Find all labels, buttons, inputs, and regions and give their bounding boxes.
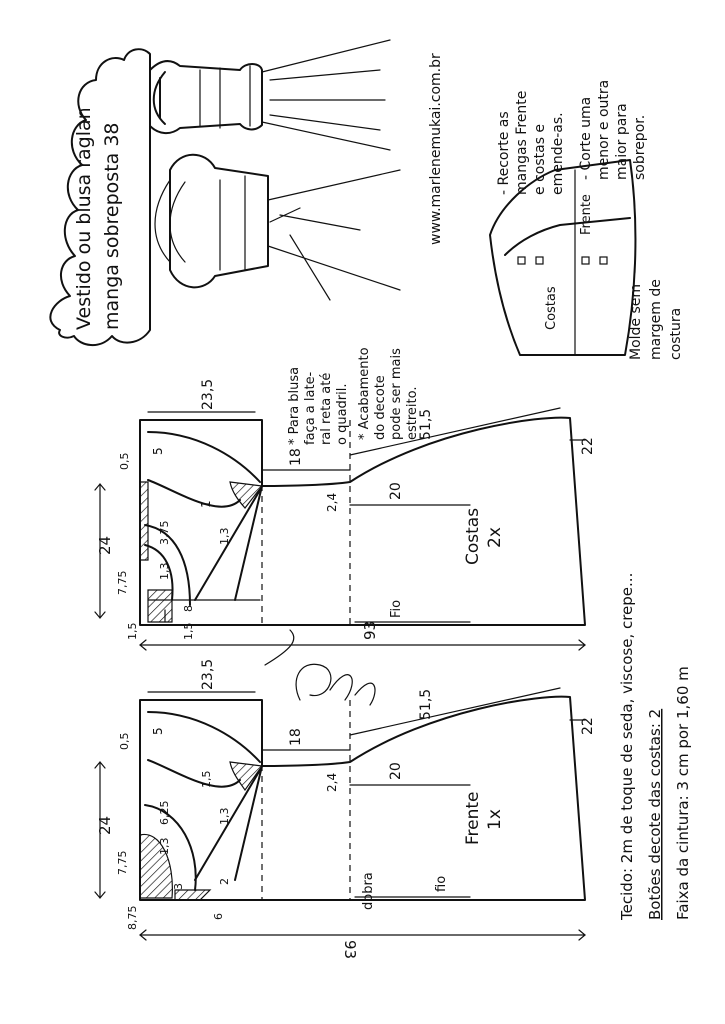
sleeve-note-5: - Corte uma (578, 96, 594, 180)
sleeve-note-8: sobrepor. (632, 114, 648, 180)
back-dim-8: 8 (182, 605, 195, 612)
back-dim-20: 20 (388, 482, 404, 500)
website-credit: www.marlenemukai.com.br (428, 53, 444, 245)
front-grain-label: fio (434, 875, 449, 892)
title-line-1: Vestido ou blusa raglan (73, 107, 95, 330)
front-dim-length: 93 (341, 940, 359, 960)
blouse-note-4: o quadril. (335, 383, 350, 445)
back-dim-515: 51,5 (418, 408, 434, 440)
front-dim-13a: 1,3 (218, 807, 231, 825)
sleeve-front-label: Frente (579, 194, 594, 235)
back-dim-length: 93 (361, 620, 379, 640)
back-dim-18: 18 (288, 448, 304, 466)
signature (265, 630, 375, 705)
back-dim-15b: 1,5 (182, 622, 195, 640)
back-dim-375: 3,75 (158, 520, 171, 545)
back-piece-count: 2x (485, 527, 505, 548)
finish-note-3: pode ser mais (389, 348, 404, 440)
back-dim-15a: 1,5 (126, 622, 139, 640)
back-dim-1: 1 (199, 500, 213, 508)
back-dim-5: 5 (151, 447, 165, 455)
sleeve-note-7: maior para (614, 103, 630, 180)
finish-note-2: do decote (373, 375, 388, 440)
front-dim-22: 22 (580, 717, 596, 735)
sleeve-back-label: Costas (544, 286, 559, 330)
front-dim-width: 24 (96, 815, 114, 835)
blouse-note-3: ral reta até (319, 372, 334, 445)
blouse-note-1: * Para blusa (287, 366, 302, 445)
front-dim-875: 8,75 (126, 905, 139, 930)
front-dim-24b: 2,4 (325, 772, 339, 792)
front-dim-raglan: 23,5 (200, 658, 216, 690)
front-piece-count: 1x (485, 809, 505, 830)
back-dim-775: 7,75 (116, 570, 129, 595)
front-fold-label: dobra (361, 872, 376, 910)
mold-note-1: Molde sem (628, 283, 644, 360)
front-dim-5: 5 (151, 727, 165, 735)
sleeve-note-6: menor e outra (596, 79, 612, 180)
garment-sketch-blouse (155, 155, 400, 300)
sleeve-note-3: e costas e (532, 123, 548, 195)
back-pattern-piece (140, 418, 585, 625)
front-pattern-piece (140, 697, 585, 900)
front-dim-6: 6 (212, 913, 225, 920)
finish-note-4: estreito. (405, 386, 420, 440)
front-dim-2: 2 (218, 878, 231, 885)
mold-note-2: margem de (648, 279, 664, 360)
front-dim-20: 20 (388, 762, 404, 780)
back-dim-width: 24 (96, 535, 114, 555)
front-dim-15: 1,5 (200, 770, 213, 788)
finish-note-1: * Acabamento (357, 347, 372, 440)
front-dim-13b: 1,3 (158, 837, 171, 855)
front-dim-3: 3 (172, 883, 185, 890)
front-dim-05: 0,5 (118, 732, 131, 750)
front-dim-18: 18 (288, 728, 304, 746)
fabric-note-3: Faixa da cintura: 3 cm por 1,60 m (674, 666, 692, 920)
garment-sketch-dress (150, 40, 390, 150)
sleeve-note-2: mangas Frente (514, 90, 530, 195)
front-dim-775: 7,75 (116, 850, 129, 875)
sleeve-note-4: emende-as. (550, 112, 566, 195)
blouse-note-2: faça a late- (303, 371, 318, 445)
mold-note-3: costura (668, 307, 684, 360)
back-grain-label: Fio (389, 599, 404, 618)
front-piece-name: Frente (463, 791, 483, 845)
back-dim-24b: 2,4 (325, 492, 339, 512)
fabric-note-2: Botões decote das costas: 2 (646, 708, 664, 920)
back-dim-22: 22 (580, 437, 596, 455)
back-dim-05: 0,5 (118, 452, 131, 470)
front-dim-515: 51,5 (418, 688, 434, 720)
front-dim-625: 6,25 (158, 800, 171, 825)
back-dim-13a: 1,3 (218, 527, 231, 545)
fabric-note-1: Tecido: 2m de toque de seda, viscose, crepe... (618, 572, 636, 920)
sleeve-note-1: - Recorte as (496, 111, 512, 195)
title-line-2: manga sobreposta 38 (101, 122, 123, 330)
back-dim-raglan: 23,5 (200, 378, 216, 410)
back-piece-name: Costas (463, 507, 483, 565)
back-dim-13b: 1,3 (158, 562, 171, 580)
